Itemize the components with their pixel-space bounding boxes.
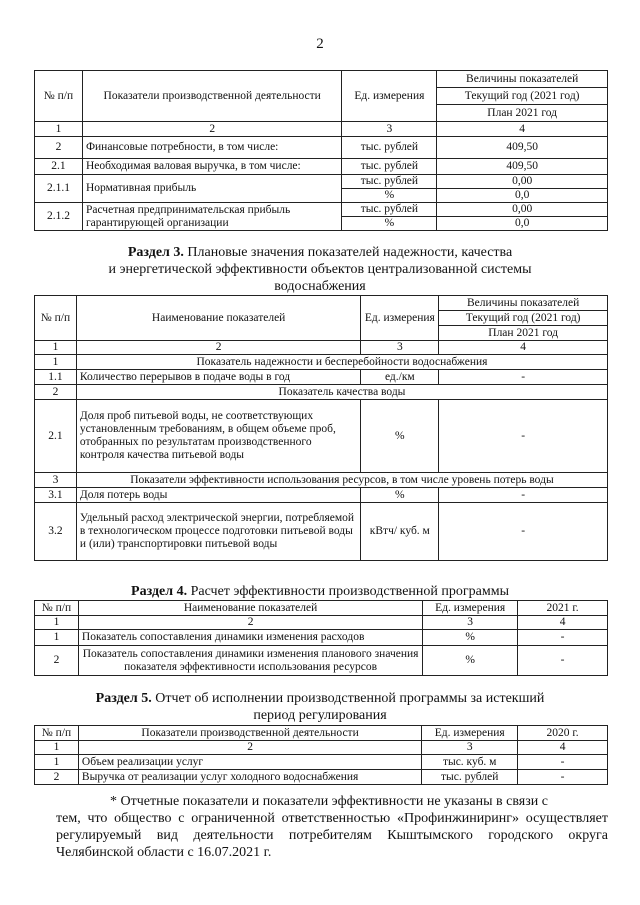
header-num: № п/п (35, 601, 79, 616)
row-value: - (439, 488, 608, 503)
section-3-line3: водоснабжения (274, 279, 366, 294)
table-row (35, 159, 608, 175)
row-num: 2.1.2 (35, 203, 83, 231)
program-report-table (34, 725, 608, 785)
row-unit: тыс. куб. м (422, 755, 518, 770)
row-value: 0,0 (437, 189, 608, 203)
section-5-title: Отчет об исполнении производственной программы за истекший (155, 691, 545, 706)
row-name: Доля потерь воды (76, 488, 360, 503)
row-value: - (518, 646, 608, 676)
row-unit: % (361, 400, 439, 473)
row-name: Выручка от реализации услуг холодного водоснабжения (78, 770, 421, 785)
row-name: Количество перерывов в подаче воды в год (76, 370, 360, 385)
row-num: 3.1 (35, 488, 77, 503)
table-row (35, 503, 608, 561)
row-unit: % (423, 646, 518, 676)
row-value: - (439, 400, 608, 473)
row-unit: тыс. рублей (342, 137, 437, 159)
group-num: 3 (35, 473, 77, 488)
header-unit: Ед. измерения (423, 601, 518, 616)
header-plan: План 2021 год (437, 105, 608, 122)
table-row (35, 755, 608, 770)
row-unit: % (423, 630, 518, 646)
efficiency-calculation-table (34, 600, 608, 676)
section-3-label: Раздел 3. (127, 245, 184, 260)
row-value: 0,00 (437, 203, 608, 217)
index-cell: 3 (361, 341, 439, 355)
index-cell: 2 (76, 341, 360, 355)
row-num: 1 (35, 755, 79, 770)
header-name: Показатели производственной деятельности (78, 726, 421, 741)
header-unit: Ед. измерения (422, 726, 518, 741)
group-row (35, 473, 608, 488)
table-row (35, 203, 608, 217)
index-cell: 4 (518, 616, 608, 630)
row-value: 0,00 (437, 175, 608, 189)
table-row (35, 137, 608, 159)
index-cell: 3 (342, 122, 437, 137)
row-name: Показатель сопоставления динамики изменения расходов (78, 630, 422, 646)
table-row (35, 630, 608, 646)
row-unit: тыс. рублей (342, 175, 437, 189)
section-3-line2: и энергетической эффективности объектов централизованной системы (108, 262, 532, 277)
row-value: 409,50 (437, 159, 608, 175)
index-cell: 1 (35, 122, 83, 137)
row-unit: ед./км (361, 370, 439, 385)
row-num: 2.1 (35, 400, 77, 473)
index-cell: 3 (422, 741, 518, 755)
row-unit: % (342, 217, 437, 231)
section-3-heading (0, 244, 640, 295)
row-num: 3.2 (35, 503, 77, 561)
section-4-title: Расчет эффективности производственной программы (190, 584, 509, 599)
section-5-heading (0, 690, 640, 724)
table-row (35, 175, 608, 189)
index-cell: 2 (78, 616, 422, 630)
row-unit: кВтч/ куб. м (361, 503, 439, 561)
header-num: № п/п (35, 726, 79, 741)
footnote-line1: * Отчетные показатели и показатели эффективности не указаны в связи с (110, 794, 548, 809)
index-cell: 4 (437, 122, 608, 137)
footnote (56, 793, 608, 861)
row-name: Нормативная прибыль (82, 175, 342, 203)
header-name: Наименование показателей (78, 601, 422, 616)
reliability-indicators-table (34, 295, 608, 561)
row-name: Удельный расход электрической энергии, потребляемой в технологическом процессе подготовки питьевой воды и (или) транспортировки питьевой воды (76, 503, 360, 561)
section-3-title: Плановые значения показателей надежности, качества (187, 245, 513, 260)
row-num: 1.1 (35, 370, 77, 385)
row-value: - (518, 770, 608, 785)
index-cell: 1 (35, 741, 79, 755)
section-4-label: Раздел 4. (131, 584, 188, 599)
row-name: Финансовые потребности, в том числе: (82, 137, 342, 159)
row-value: - (518, 755, 608, 770)
index-cell: 3 (423, 616, 518, 630)
row-value: - (439, 370, 608, 385)
row-unit: тыс. рублей (342, 203, 437, 217)
header-unit: Ед. измерения (361, 296, 439, 341)
group-num: 2 (35, 385, 77, 400)
index-cell: 2 (78, 741, 421, 755)
header-values: Величины показателей (439, 296, 608, 311)
table-row (35, 770, 608, 785)
index-cell: 4 (518, 741, 608, 755)
group-title: Показатели эффективности использования ресурсов, в том числе уровень потерь воды (76, 473, 607, 488)
row-value: - (518, 630, 608, 646)
row-value: 0,0 (437, 217, 608, 231)
row-unit: тыс. рублей (422, 770, 518, 785)
row-num: 2 (35, 770, 79, 785)
row-value: - (439, 503, 608, 561)
header-current-year: Текущий год (2021 год) (437, 88, 608, 105)
header-year: 2021 г. (518, 601, 608, 616)
header-unit: Ед. измерения (342, 71, 437, 122)
row-unit: тыс. рублей (342, 159, 437, 175)
section-5-line2: период регулирования (253, 708, 387, 723)
row-num: 2 (35, 137, 83, 159)
group-row (35, 355, 608, 370)
section-4-heading (0, 583, 640, 600)
header-name: Показатели производственной деятельности (82, 71, 342, 122)
header-year: 2020 г. (518, 726, 608, 741)
table-row (35, 646, 608, 676)
header-name: Наименование показателей (76, 296, 360, 341)
index-cell: 2 (82, 122, 342, 137)
group-title: Показатель надежности и бесперебойности водоснабжения (76, 355, 607, 370)
footnote-text: тем, что общество с ограниченной ответственностью «Профинжиниринг» осуществляет регулируемый вид деятельности потребителям Кыштымского городского округа Челябинской области с 16.07.2021 г. (56, 811, 608, 860)
table-row (35, 370, 608, 385)
row-num: 2.1 (35, 159, 83, 175)
index-cell: 1 (35, 616, 79, 630)
header-num: № п/п (35, 71, 83, 122)
row-name: Расчетная предпринимательская прибыль гарантирующей организации (82, 203, 342, 231)
group-title: Показатель качества воды (76, 385, 607, 400)
table-row (35, 400, 608, 473)
header-plan: План 2021 год (439, 326, 608, 341)
section-5-label: Раздел 5. (95, 691, 152, 706)
row-num: 2 (35, 646, 79, 676)
row-unit: % (342, 189, 437, 203)
row-unit: % (361, 488, 439, 503)
row-name: Показатель сопоставления динамики изменения планового значения показателя эффективности использования ресурсов (78, 646, 422, 676)
index-cell: 1 (35, 341, 77, 355)
row-name: Доля проб питьевой воды, не соответствующих установленным требованиям, в общем объеме проб, отобранных по результатам производственного контроля качества питьевой воды (76, 400, 360, 473)
group-row (35, 385, 608, 400)
row-value: 409,50 (437, 137, 608, 159)
row-num: 1 (35, 630, 79, 646)
table-row (35, 488, 608, 503)
page-number: 2 (316, 36, 324, 52)
header-values: Величины показателей (437, 71, 608, 88)
row-num: 2.1.1 (35, 175, 83, 203)
header-current-year: Текущий год (2021 год) (439, 311, 608, 326)
production-indicators-table (34, 70, 608, 231)
row-name: Объем реализации услуг (78, 755, 421, 770)
index-cell: 4 (439, 341, 608, 355)
header-num: № п/п (35, 296, 77, 341)
group-num: 1 (35, 355, 77, 370)
row-name: Необходимая валовая выручка, в том числе: (82, 159, 342, 175)
